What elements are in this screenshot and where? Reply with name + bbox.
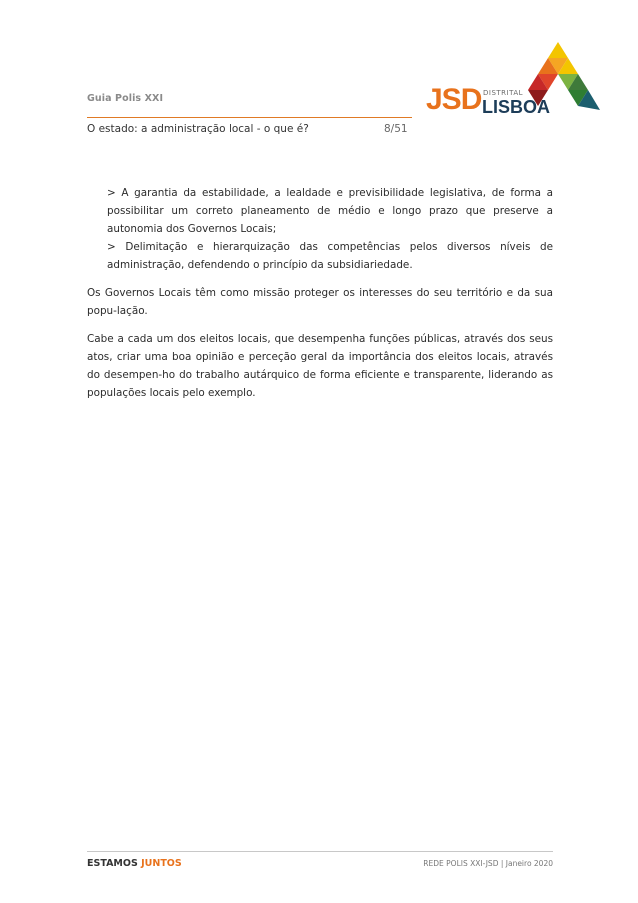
- footer-slogan-part1: ESTAMOS: [87, 858, 138, 869]
- page-number: 8/51: [384, 123, 408, 135]
- paragraph: Cabe a cada um dos eleitos locais, que desempenha funções públicas, através dos seus atos, criar uma boa opinião e perceção geral da importância dos eleitos locais, através do desempen-ho do trabalho autárquico de forma eficiente e transparente, liderando as populações locais pelo exemplo.: [87, 333, 553, 399]
- logo-jsd-text: JSD: [426, 83, 482, 116]
- paragraph: Os Governos Locais têm como missão proteger os interesses do seu território e da sua popu-lação.: [87, 287, 553, 317]
- footer-divider: [87, 851, 553, 852]
- footer-credit: REDE POLIS XXI-JSD | Janeiro 2020: [423, 859, 553, 868]
- header-divider: [87, 117, 412, 118]
- bullet-item: > A garantia da estabilidade, a lealdade e previsibilidade legislativa, de forma a possibilitar um correto planeamento de médio e longo prazo que preserve a autonomia dos Governos Locais;: [107, 187, 553, 235]
- page-body: [87, 184, 553, 412]
- footer-slogan: [87, 858, 182, 869]
- footer-slogan-part2: JUNTOS: [141, 858, 182, 869]
- bullet-item: > Delimitação e hierarquização das competências pelos diversos níveis de administração, defendendo o princípio da subsidiariedade.: [107, 241, 553, 271]
- guide-title: Guia Polis XXI: [87, 93, 164, 104]
- section-title: O estado: a administração local - o que é?: [87, 123, 309, 135]
- bullet-list: [107, 184, 553, 274]
- logo-lisboa-text: LISBOA: [482, 97, 551, 117]
- jsd-lisboa-logo: [426, 40, 601, 122]
- logo-distrital-text: DISTRITAL: [483, 89, 524, 97]
